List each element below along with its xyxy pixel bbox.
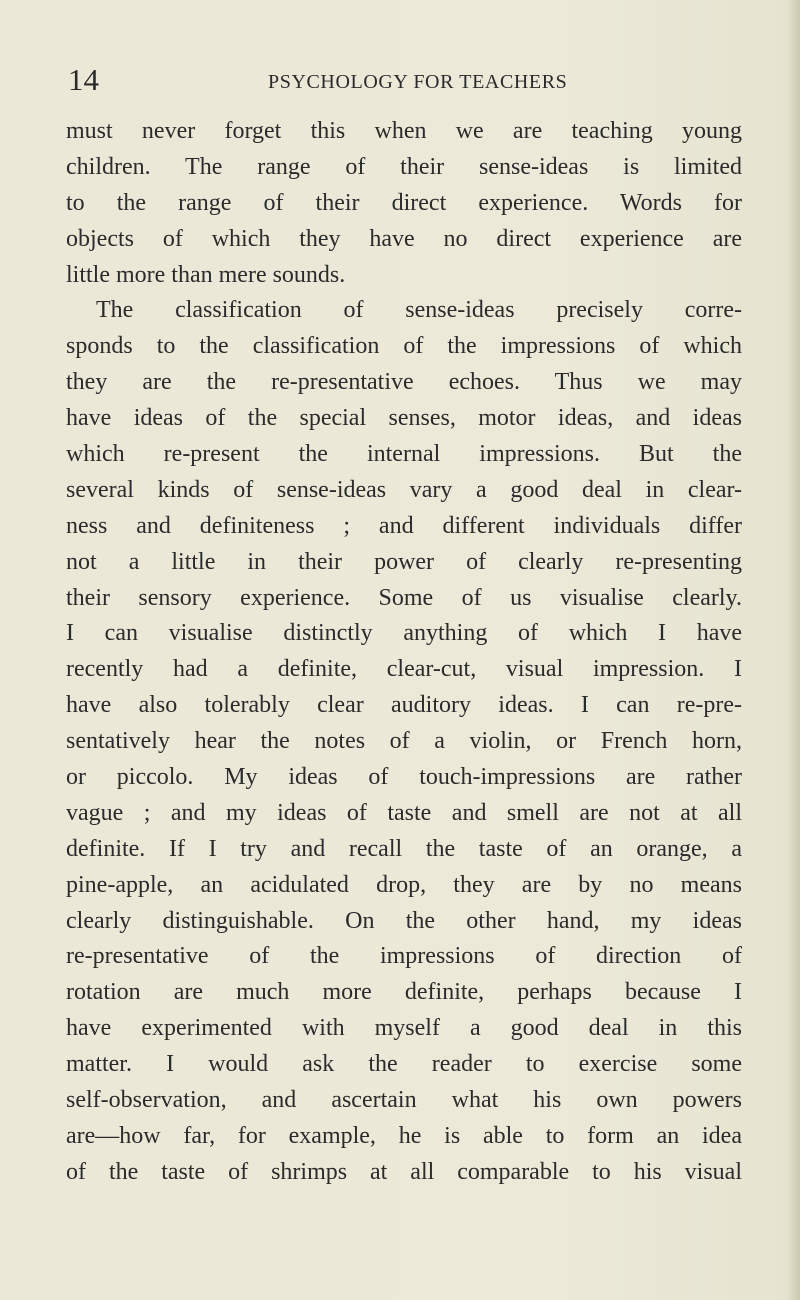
text-line: to the range of their direct experience. Words for <box>66 189 742 216</box>
text-line: they are the re-presentative echoes. Thus we may <box>66 369 742 396</box>
text-line: definite. If I try and recall the taste of an orange, a <box>66 835 742 862</box>
text-line: or piccolo. My ideas of touch-impressions are rather <box>66 764 742 791</box>
text-line: are—how far, for example, he is able to form an idea <box>66 1122 742 1149</box>
text-line: which re-present the internal impressions. But the <box>66 441 742 468</box>
text-line: ness and definiteness ; and different individuals differ <box>66 512 742 539</box>
text-line: little more than mere sounds. <box>66 261 346 288</box>
page-edge-shadow <box>786 0 800 1300</box>
text-line: rotation are much more definite, perhaps because I <box>66 979 742 1006</box>
text-line: their sensory experience. Some of us visualise clearly. <box>66 584 742 611</box>
text-line: objects of which they have no direct experience are <box>66 225 742 252</box>
text-line: several kinds of sense-ideas vary a good deal in clear- <box>66 476 742 503</box>
text-line: have ideas of the special senses, motor ideas, and ideas <box>66 405 742 432</box>
text-line: sponds to the classification of the impressions of which <box>66 333 742 360</box>
text-line: self-observation, and ascertain what his own powers <box>66 1087 742 1114</box>
text-line: clearly distinguishable. On the other hand, my ideas <box>66 907 742 934</box>
text-line: must never forget this when we are teaching young <box>66 118 742 144</box>
text-line: not a little in their power of clearly re-presenting <box>66 548 742 575</box>
text-line: pine-apple, an acidulated drop, they are by no means <box>66 871 742 898</box>
page-header <box>68 62 746 102</box>
text-line: children. The range of their sense-ideas is limited <box>66 153 742 180</box>
text-line: vague ; and my ideas of taste and smell are not at all <box>66 799 742 826</box>
text-line: The classification of sense-ideas precisely corre- <box>96 297 742 324</box>
text-line: of the taste of shrimps at all comparable to his visual <box>66 1158 742 1185</box>
text-line: re-presentative of the impressions of direction of <box>66 943 742 970</box>
text-line: have also tolerably clear auditory ideas. I can re-pre- <box>66 692 742 719</box>
text-line: sentatively hear the notes of a violin, or French horn, <box>66 728 742 755</box>
text-line: recently had a definite, clear-cut, visual impression. I <box>66 656 742 683</box>
running-head: PSYCHOLOGY FOR TEACHERS <box>268 71 568 93</box>
text-line: matter. I would ask the reader to exercise some <box>66 1051 742 1078</box>
text-line: have experimented with myself a good deal in this <box>66 1015 742 1042</box>
page-number: 14 <box>68 62 99 97</box>
body-text <box>66 114 742 1191</box>
text-line: I can visualise distinctly anything of which I have <box>66 620 742 647</box>
